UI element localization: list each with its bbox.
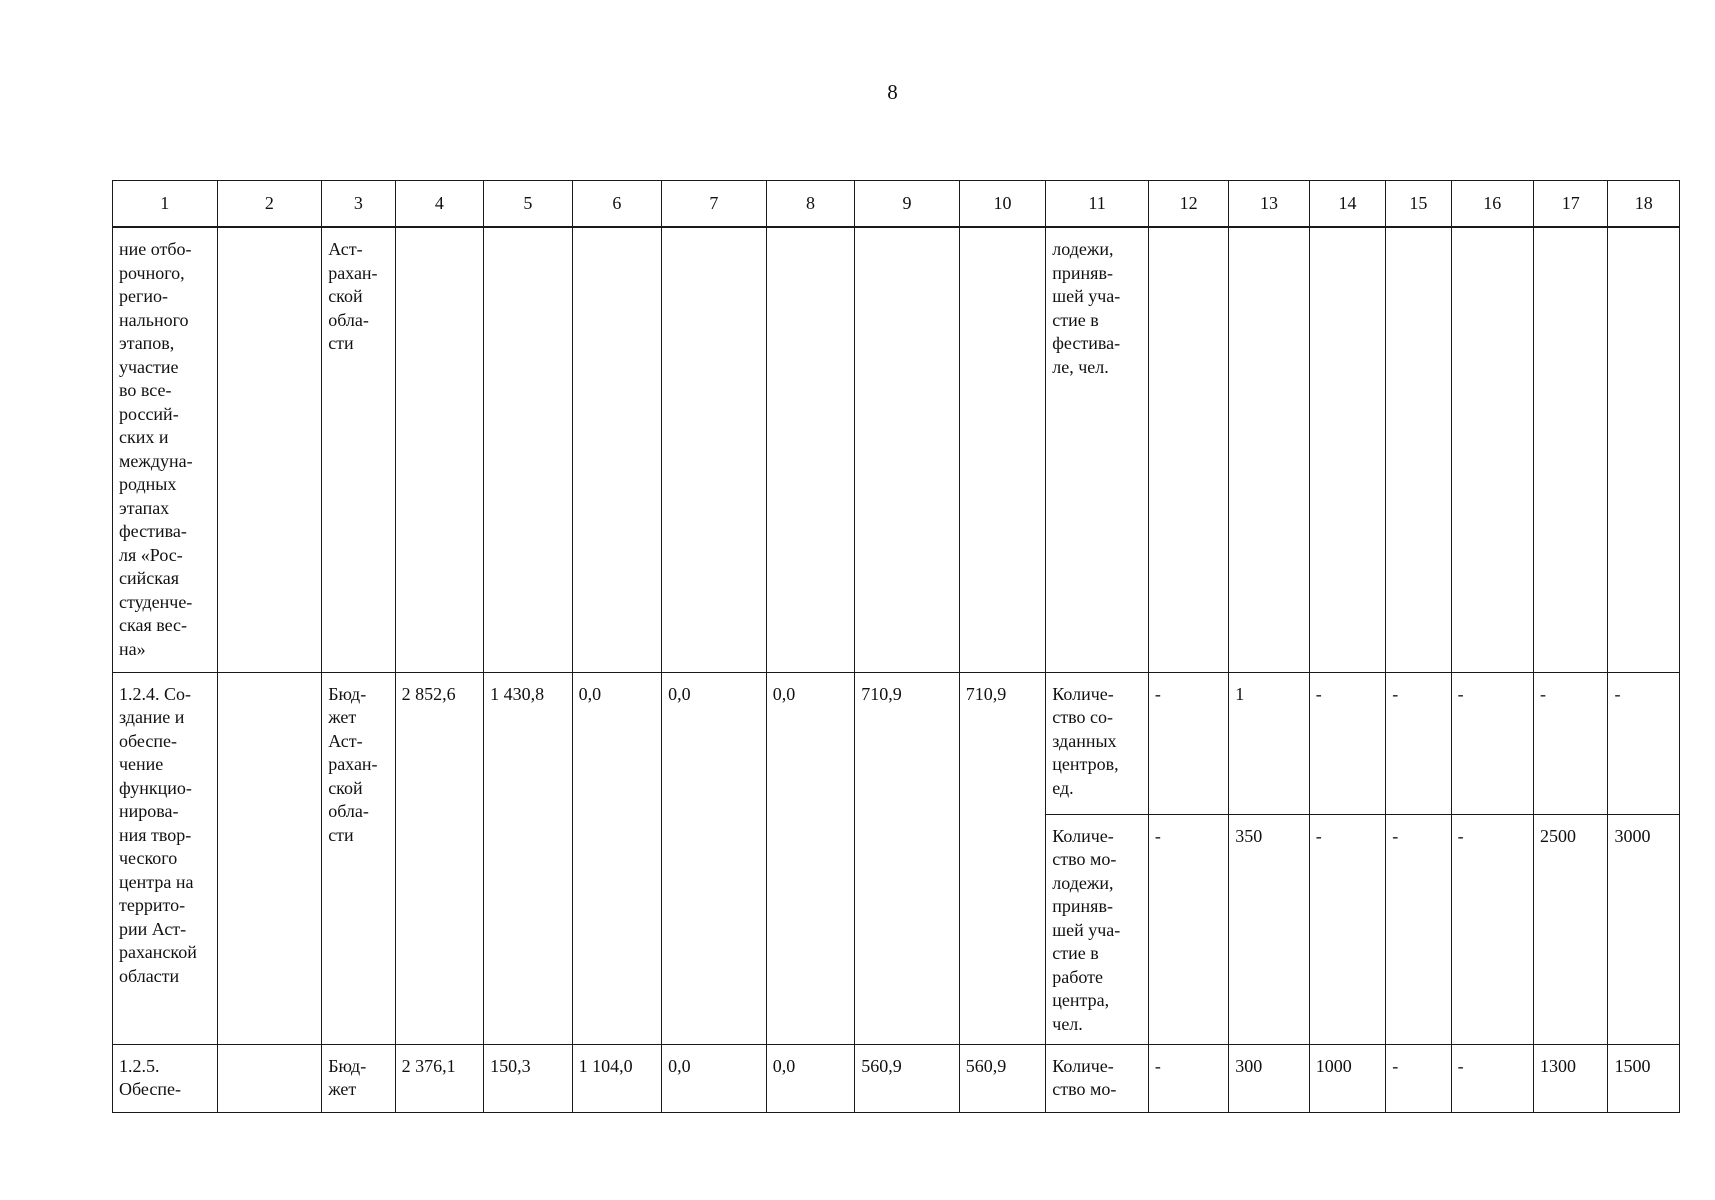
value-cell: - (1148, 672, 1228, 814)
value-cell: 150,3 (484, 1044, 573, 1112)
column-header: 10 (959, 181, 1045, 228)
column-header: 17 (1534, 181, 1608, 228)
value-cell: - (1148, 1044, 1228, 1112)
value-cell: 0,0 (662, 672, 767, 1044)
value-cell: 1 (1229, 672, 1309, 814)
table-cell (766, 227, 855, 672)
value-cell: - (1451, 672, 1533, 814)
value-cell: - (1534, 672, 1608, 814)
table-cell (1451, 227, 1533, 672)
table-cell (572, 227, 662, 672)
table-row (113, 672, 1680, 814)
table-cell (855, 227, 960, 672)
value-cell: - (1451, 1044, 1533, 1112)
column-header: 13 (1229, 181, 1309, 228)
page-number: 8 (887, 80, 898, 104)
value-cell: 1000 (1309, 1044, 1385, 1112)
table-cell (959, 227, 1045, 672)
value-cell: 0,0 (766, 1044, 855, 1112)
indicator-cell: Количе- ство мо- (1046, 1044, 1149, 1112)
table-cell (1148, 227, 1228, 672)
value-cell: - (1309, 814, 1385, 1044)
value-cell: 1500 (1608, 1044, 1680, 1112)
value-cell: - (1451, 814, 1533, 1044)
column-header: 4 (395, 181, 484, 228)
table-cell (217, 227, 322, 672)
table-cell (1386, 227, 1451, 672)
table-cell (662, 227, 767, 672)
table-row (113, 227, 1680, 672)
value-cell: 300 (1229, 1044, 1309, 1112)
table-row (113, 1044, 1680, 1112)
funding-source-cell: Бюд- жет Аст- рахан- ской обла- сти (322, 672, 395, 1044)
table-cell (484, 227, 573, 672)
table-cell (1229, 227, 1309, 672)
value-cell: - (1608, 672, 1680, 814)
measure-name-cell: 1.2.4. Со- здание и обеспе- чение функцио- нирова- ния твор- ческого центра на террито- рии Аст- раханской области (113, 672, 218, 1044)
indicator-cell: Количе- ство со- зданных центров, ед. (1046, 672, 1149, 814)
value-cell: 350 (1229, 814, 1309, 1044)
table-cell (395, 227, 484, 672)
value-cell: 1300 (1534, 1044, 1608, 1112)
table-cell (1608, 227, 1680, 672)
program-table (112, 180, 1680, 1113)
column-header: 14 (1309, 181, 1385, 228)
column-header: 2 (217, 181, 322, 228)
header-row (113, 181, 1680, 228)
measure-name-cell: 1.2.5. Обеспе- (113, 1044, 218, 1112)
value-cell: 560,9 (959, 1044, 1045, 1112)
value-cell: 1 104,0 (572, 1044, 662, 1112)
value-cell: 1 430,8 (484, 672, 573, 1044)
table-cell (217, 1044, 322, 1112)
value-cell: 2 852,6 (395, 672, 484, 1044)
funding-source-cell: Бюд- жет (322, 1044, 395, 1112)
column-header: 8 (766, 181, 855, 228)
indicator-cell: Количе- ство мо- лодежи, приняв- шей уча- стие в работе центра, чел. (1046, 814, 1149, 1044)
value-cell: 560,9 (855, 1044, 960, 1112)
column-header: 12 (1148, 181, 1228, 228)
value-cell: 2 376,1 (395, 1044, 484, 1112)
measure-name-cell: ние отбо- рочного, регио- нального этапов, участие во все- россий- ских и междуна- родных этапах фестива- ля «Рос- сийская студенче- ская вес- на» (113, 227, 218, 672)
funding-source-cell: Аст- рахан- ской обла- сти (322, 227, 395, 672)
column-header: 3 (322, 181, 395, 228)
table-cell (1309, 227, 1385, 672)
value-cell: 710,9 (959, 672, 1045, 1044)
indicator-cell: лодежи, приняв- шей уча- стие в фестива- ле, чел. (1046, 227, 1149, 672)
table-cell (1534, 227, 1608, 672)
column-header: 11 (1046, 181, 1149, 228)
value-cell: 2500 (1534, 814, 1608, 1044)
value-cell: - (1386, 814, 1451, 1044)
value-cell: 3000 (1608, 814, 1680, 1044)
table-cell (217, 672, 322, 1044)
column-header: 6 (572, 181, 662, 228)
value-cell: - (1386, 1044, 1451, 1112)
value-cell: - (1309, 672, 1385, 814)
column-header: 7 (662, 181, 767, 228)
value-cell: - (1386, 672, 1451, 814)
value-cell: - (1148, 814, 1228, 1044)
value-cell: 710,9 (855, 672, 960, 1044)
column-header: 15 (1386, 181, 1451, 228)
value-cell: 0,0 (766, 672, 855, 1044)
column-header: 9 (855, 181, 960, 228)
column-header: 5 (484, 181, 573, 228)
column-header: 1 (113, 181, 218, 228)
value-cell: 0,0 (662, 1044, 767, 1112)
column-header: 18 (1608, 181, 1680, 228)
column-header: 16 (1451, 181, 1533, 228)
value-cell: 0,0 (572, 672, 662, 1044)
